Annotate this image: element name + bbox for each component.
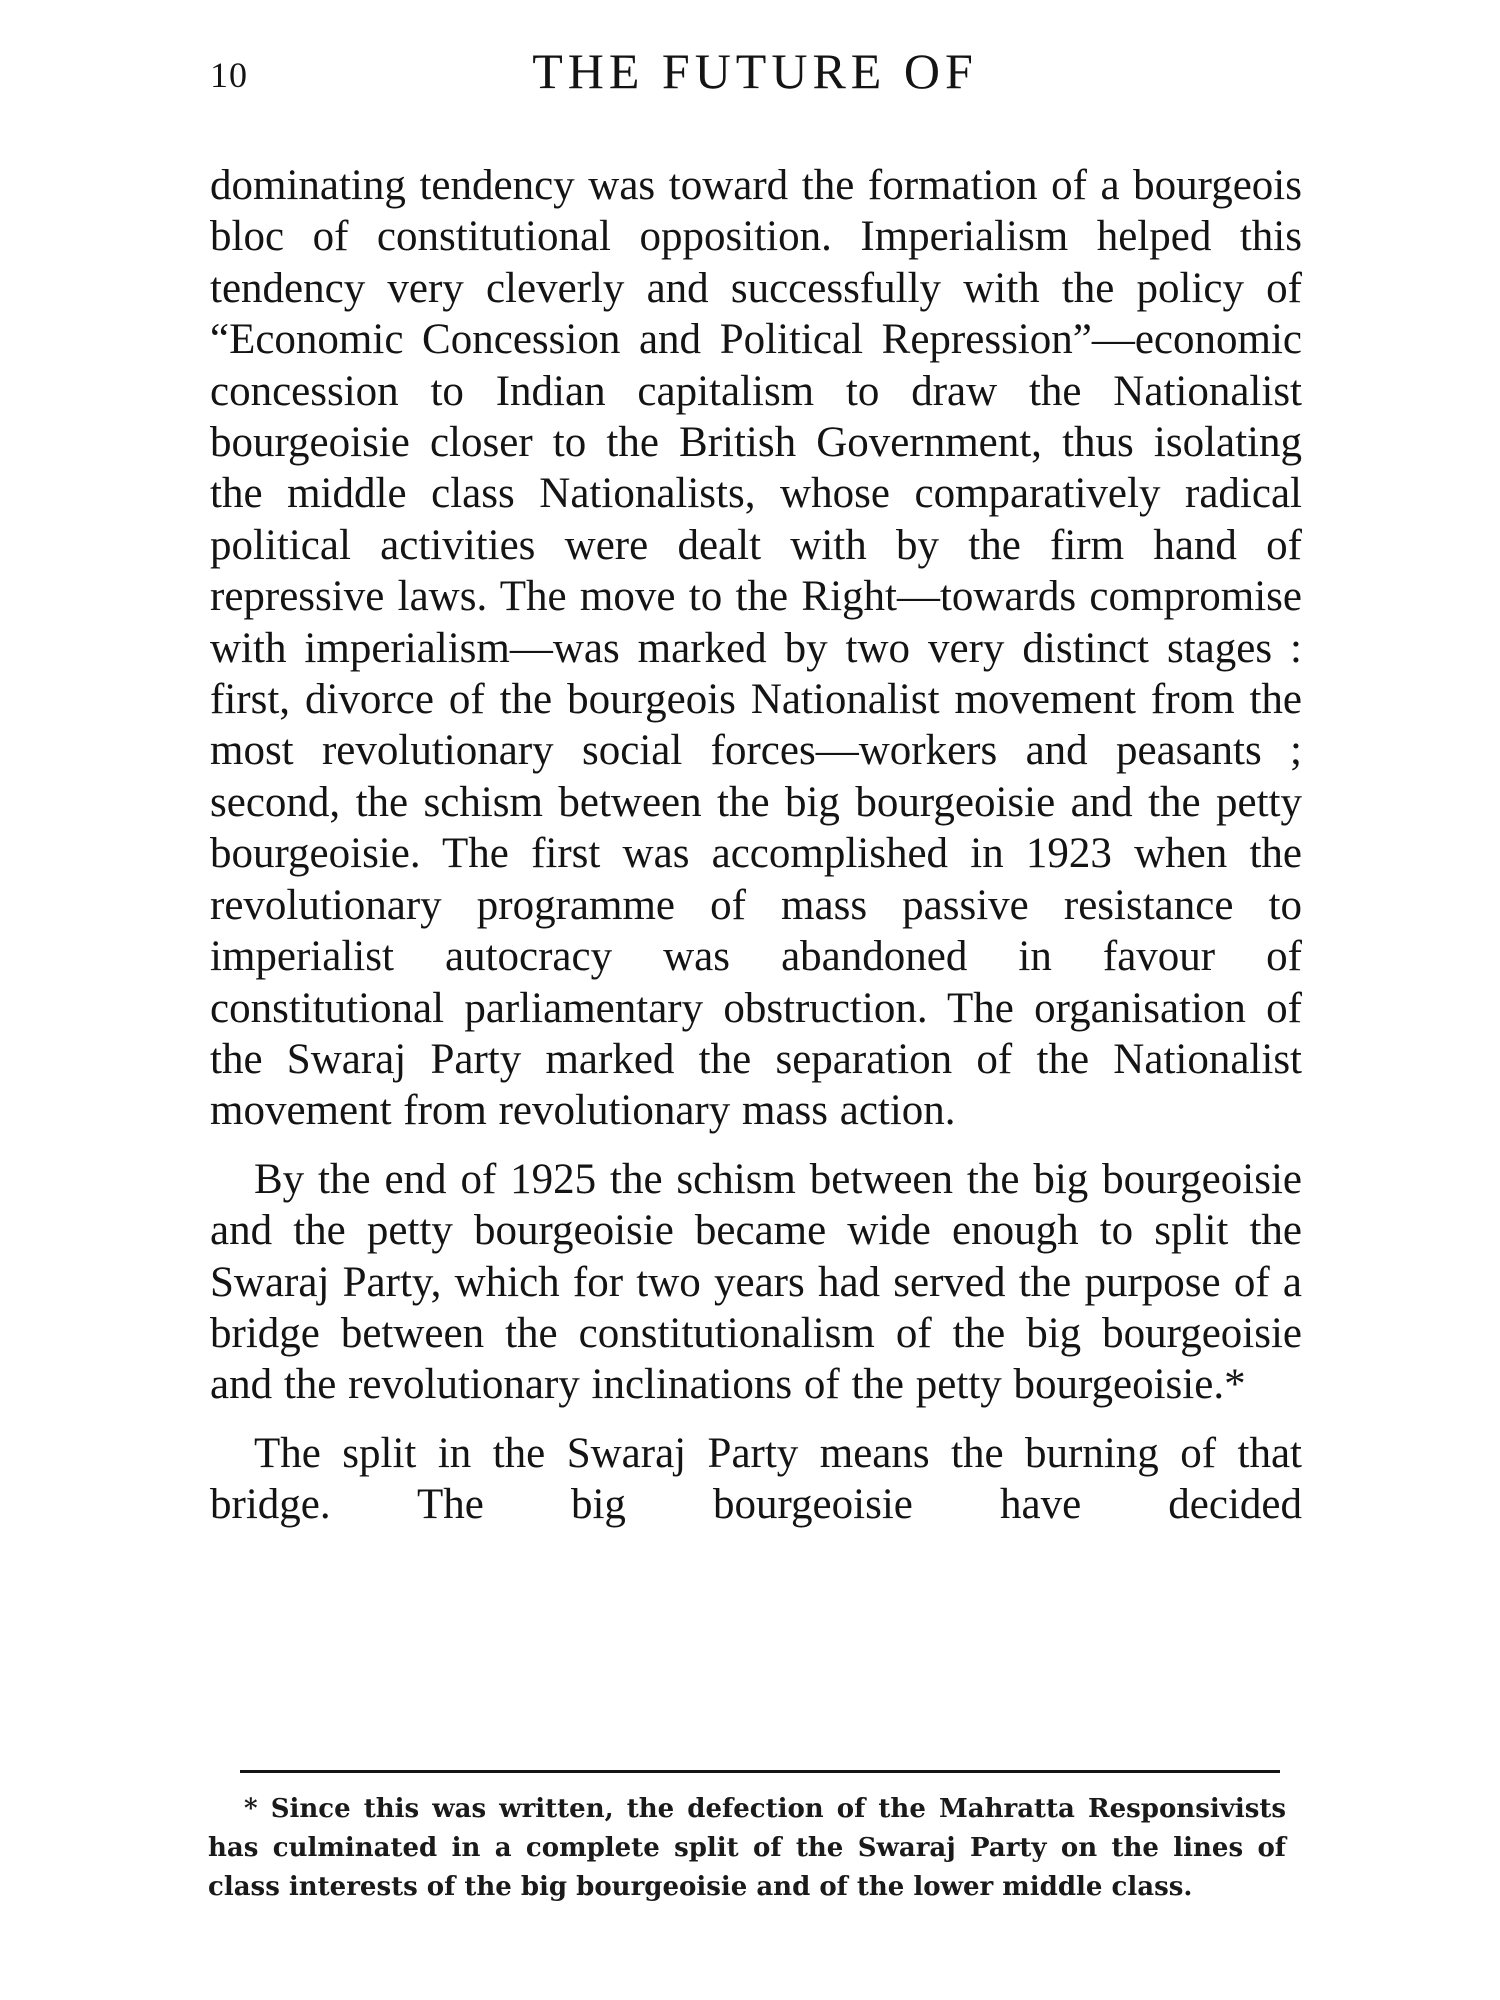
paragraph-3: The split in the Swaraj Party means the burning of that bridge. The big bourgeoisie have decided [210, 1429, 1302, 1529]
paragraph-1: dominating tendency was toward the formation of a bourgeois bloc of constitutional opposition. Imperialism helped this tendency very cleverly and successfully with the policy of “Economic Concession and Political Repression”—economic concession to Indian capitalism to draw the Nationalist bourgeoisie closer to the British Government, thus isolating the middle class Nationalists, whose comparatively radical political activities were dealt with by the firm hand of repressive laws. The move to the Right—towards compromise with imperialism—was marked by two very distinct stages : first, divorce of the bourgeois Nationalist movement from the most revolutionary social forces—workers and peasants ; second, the schism between the big bourgeoisie and the petty bourgeoisie. The first was accomplished in 1923 when the revolutionary programme of mass passive resistance to imperialist autocracy was abandoned in favour of constitutional parliamentary obstruction. The organisation of the Swaraj Party marked the separation of the Nationalist movement from revolutionary mass action. [210, 162, 1302, 1135]
footnote-divider [240, 1770, 1280, 1773]
page-number: 10 [210, 55, 248, 95]
running-head: THE FUTURE OF [532, 43, 978, 99]
page-header [210, 42, 1300, 102]
paragraph-2: By the end of 1925 the schism between the big bourgeoisie and the petty bourgeoisie became wide enough to split the Swaraj Party, which for two years had served the purpose of a bridge between the constitutionalism of the big bourgeoisie and the revolutionary inclinations of the petty bourgeoisie.* [210, 1155, 1302, 1409]
footnote: * Since this was written, the defection of the Mahratta Responsivists has culminated in a complete split of the Swaraj Party on the lines of class interests of the big bourgeoisie and of the lower middle class. [208, 1794, 1286, 1902]
main-text [210, 160, 1302, 1531]
